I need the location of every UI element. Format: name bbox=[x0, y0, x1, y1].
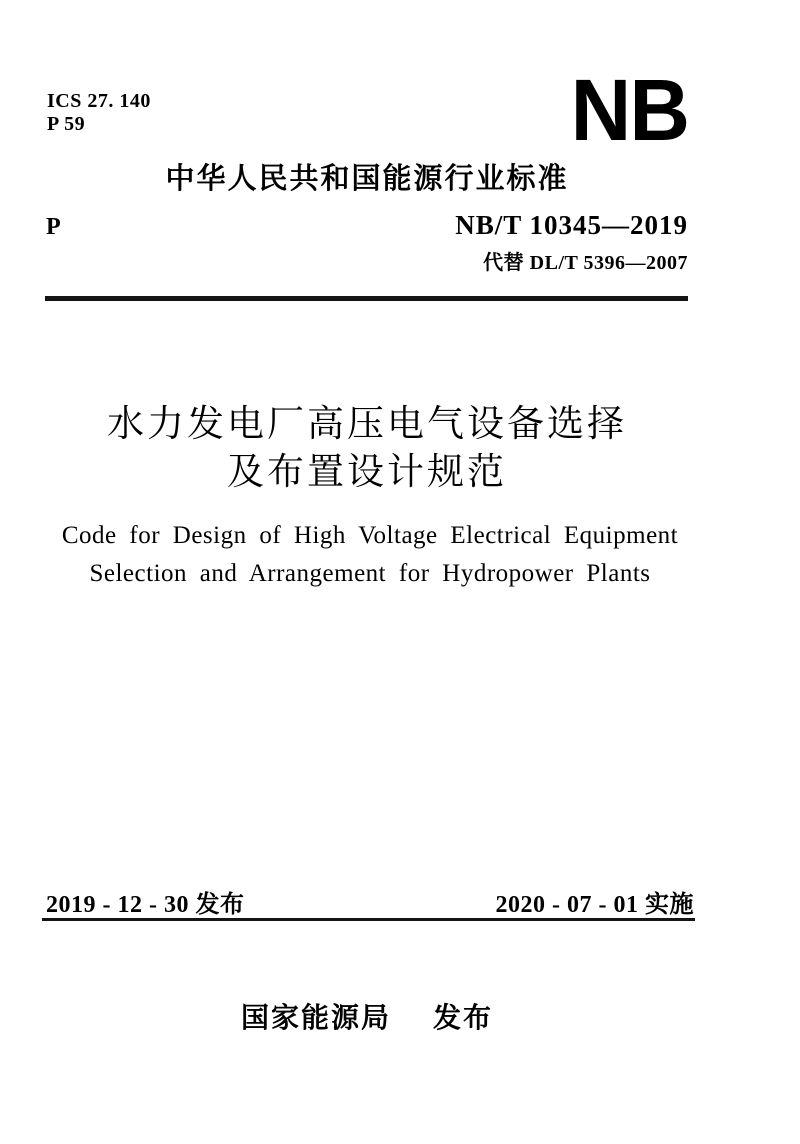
publish-action-label: 发布 bbox=[433, 1002, 494, 1033]
standard-number-row bbox=[46, 210, 688, 241]
nb-logo: NB bbox=[570, 60, 688, 159]
header-divider-rule bbox=[45, 296, 688, 301]
title-chinese-line1: 水力发电厂高压电气设备选择 bbox=[107, 404, 627, 445]
issue-date: 2019 - 12 - 30 发布 bbox=[46, 892, 245, 918]
title-english-line2: Selection and Arrangement for Hydropower Plants bbox=[89, 560, 651, 587]
title-chinese-line2: 及布置设计规范 bbox=[227, 452, 507, 493]
standard-category-title: 中华人民共和国能源行业标准 bbox=[165, 163, 569, 195]
title-chinese bbox=[46, 401, 688, 497]
china-class-code: P 59 bbox=[47, 113, 86, 135]
footer-divider-rule bbox=[42, 918, 695, 921]
doc-class-letter: P bbox=[46, 214, 61, 240]
dates-row bbox=[46, 884, 694, 919]
title-english-line1: Code for Design of High Voltage Electrical Equipment bbox=[61, 522, 679, 549]
ics-code: ICS 27. 140 bbox=[47, 90, 151, 112]
standard-number: NB/T 10345—2019 bbox=[455, 210, 688, 240]
title-english bbox=[40, 517, 700, 593]
implementation-date: 2020 - 07 - 01 实施 bbox=[495, 892, 694, 918]
superseded-standard: 代替 DL/T 5396—2007 bbox=[483, 252, 688, 274]
publisher-row bbox=[46, 996, 688, 1036]
ics-classification-block bbox=[47, 90, 151, 136]
publisher-name: 国家能源局 bbox=[240, 1002, 391, 1033]
